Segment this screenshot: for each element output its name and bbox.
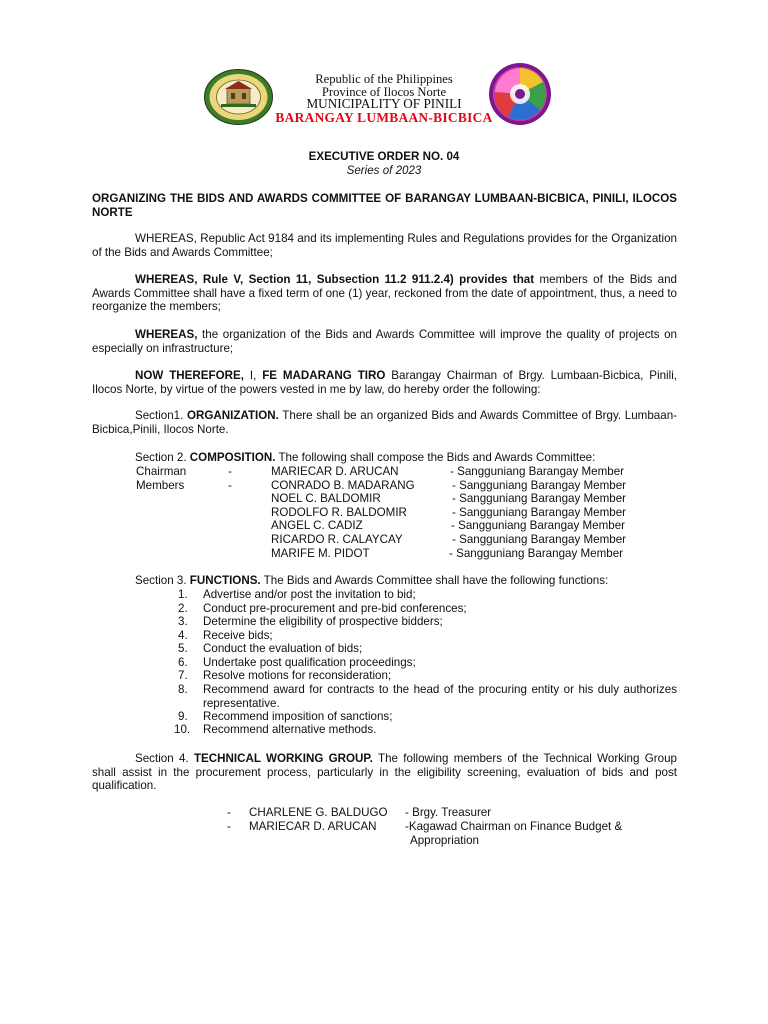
list-item bbox=[178, 642, 677, 656]
list-item-text: Conduct pre-procurement and pre-bid conferences; bbox=[203, 602, 467, 615]
list-item-number: 1. bbox=[178, 588, 188, 601]
whereas-1-text: WHEREAS, Republic Act 9184 and its implementing Rules and Regulations provides for the Organization of the Bids and Awards Committee; bbox=[92, 232, 677, 259]
section-4-text: The following members of the Technical Working Group shall assist in the procurement process, particularly in the eligibility screening, evaluation of bids and post qualification. bbox=[92, 752, 677, 793]
list-item bbox=[178, 629, 677, 643]
whereas-3-bold: WHEREAS, bbox=[135, 328, 198, 341]
order-heading: ORGANIZING THE BIDS AND AWARDS COMMITTEE OF BARANGAY LUMBAAN-BICBICA, PINILI, ILOCOS NORTE bbox=[92, 192, 677, 219]
twg-name: CHARLENE G. BALDUGO bbox=[249, 806, 388, 819]
list-item-number: 8. bbox=[178, 683, 188, 696]
whereas-paragraph-2 bbox=[92, 273, 677, 314]
now-therefore-text: Barangay Chairman of Brgy. Lumbaan-Bicbica, Pinili, Ilocos Norte, by virtue of the powers vested in me by law, do hereby order the following: bbox=[92, 369, 677, 396]
list-item bbox=[178, 669, 677, 683]
now-therefore-paragraph bbox=[92, 369, 677, 396]
composition-role: Chairman bbox=[136, 465, 187, 478]
composition-row bbox=[136, 533, 696, 547]
list-item-text: Recommend alternative methods. bbox=[203, 723, 377, 736]
list-item-number: 6. bbox=[178, 656, 188, 669]
letterhead-barangay: BARANGAY LUMBAAN-BICBICA bbox=[275, 110, 493, 125]
list-item-text: Receive bids; bbox=[203, 629, 273, 642]
list-item bbox=[178, 602, 677, 616]
composition-position: - Sangguniang Barangay Member bbox=[450, 465, 625, 478]
list-item-number: 9. bbox=[178, 710, 188, 723]
composition-position: - Sangguniang Barangay Member bbox=[452, 492, 627, 505]
list-item bbox=[178, 656, 677, 670]
letterhead-republic: Republic of the Philippines bbox=[315, 72, 453, 86]
now-therefore-bold: NOW THEREFORE, bbox=[135, 369, 244, 382]
section-4-prefix: Section 4. bbox=[135, 752, 194, 765]
section-3-heading: FUNCTIONS. bbox=[189, 574, 261, 587]
composition-role: Members bbox=[136, 479, 185, 492]
list-item-number: 2. bbox=[178, 602, 188, 615]
composition-position: - Sangguniang Barangay Member bbox=[452, 533, 627, 546]
composition-name: ANGEL C. CADIZ bbox=[271, 519, 363, 532]
letterhead-municipality: MUNICIPALITY OF PINILI bbox=[306, 96, 462, 111]
composition-row bbox=[136, 465, 696, 479]
list-item-text: Undertake post qualification proceedings; bbox=[203, 656, 416, 669]
composition-position: - Sangguniang Barangay Member bbox=[449, 547, 624, 560]
composition-name: RODOLFO R. BALDOMIR bbox=[271, 506, 407, 519]
section-1-prefix: Section1. bbox=[135, 409, 187, 422]
list-item-number: 3. bbox=[178, 615, 188, 628]
list-item bbox=[178, 710, 677, 724]
chairman-name: FE MADARANG TIRO bbox=[262, 369, 386, 382]
composition-row bbox=[136, 547, 696, 561]
composition-position: - Sangguniang Barangay Member bbox=[452, 479, 627, 492]
composition-row bbox=[136, 492, 696, 506]
composition-row bbox=[136, 479, 696, 493]
section-2-prefix: Section 2. bbox=[135, 451, 190, 464]
section-2-text: The following shall compose the Bids and Awards Committee: bbox=[275, 451, 596, 464]
now-therefore-mid: I, bbox=[243, 369, 263, 382]
whereas-2-bold: WHEREAS, Rule V, Section 11, Subsection 11.2 911.2.4) provides that bbox=[135, 273, 535, 286]
composition-row bbox=[136, 506, 696, 520]
composition-position: - Sangguniang Barangay Member bbox=[452, 506, 627, 519]
list-item bbox=[174, 723, 677, 737]
list-item bbox=[178, 615, 677, 629]
composition-position: - Sangguniang Barangay Member bbox=[451, 519, 626, 532]
letterhead-province: Province of Ilocos Norte bbox=[321, 85, 447, 99]
twg-dash: - bbox=[227, 820, 231, 833]
composition-dash: - bbox=[228, 479, 232, 492]
list-item bbox=[178, 588, 677, 602]
list-item-text: Determine the eligibility of prospective bidders; bbox=[203, 615, 443, 628]
section-3-intro bbox=[92, 574, 677, 588]
composition-name: CONRADO B. MADARANG bbox=[271, 479, 415, 492]
whereas-3-text: the organization of the Bids and Awards Committee will improve the quality of projects on especially on infrastructure; bbox=[92, 328, 677, 355]
list-item-text: Conduct the evaluation of bids; bbox=[203, 642, 363, 655]
twg-position-continued: Appropriation bbox=[410, 834, 479, 847]
section-2-intro bbox=[92, 451, 677, 465]
list-item-number: 10. bbox=[174, 723, 191, 736]
list-item-number: 5. bbox=[178, 642, 188, 655]
twg-name: MARIECAR D. ARUCAN bbox=[249, 820, 377, 833]
list-item-number: 4. bbox=[178, 629, 188, 642]
list-item-text: Advertise and/or post the invitation to bid; bbox=[203, 588, 416, 601]
whereas-paragraph-1 bbox=[92, 232, 677, 259]
list-item-number: 7. bbox=[178, 669, 188, 682]
section-1-heading: ORGANIZATION. bbox=[186, 409, 279, 422]
list-item-text: Recommend imposition of sanctions; bbox=[203, 710, 393, 723]
twg-position: -Kagawad Chairman on Finance Budget & bbox=[405, 820, 623, 833]
section-3-text: The Bids and Awards Committee shall have the following functions: bbox=[260, 574, 609, 587]
order-title: EXECUTIVE ORDER NO. 04 bbox=[308, 150, 460, 163]
twg-dash: - bbox=[227, 806, 231, 819]
composition-name: RICARDO R. CALAYCAY bbox=[271, 533, 403, 546]
whereas-2-text: members of the Bids and Awards Committee shall have a fixed term of one (1) year, reckoned from the date of appointment, thus, a need to reorganize the members; bbox=[92, 273, 677, 314]
section-4-intro bbox=[92, 752, 677, 793]
list-item bbox=[178, 683, 677, 710]
twg-position: - Brgy. Treasurer bbox=[405, 806, 492, 819]
list-item-text: Recommend award for contracts to the head of the procuring entity or his duly authorizes representative. bbox=[203, 683, 677, 710]
composition-dash: - bbox=[228, 465, 232, 478]
section-4-heading: TECHNICAL WORKING GROUP. bbox=[193, 752, 373, 765]
section-2-heading: COMPOSITION. bbox=[189, 451, 276, 464]
whereas-paragraph-3 bbox=[92, 328, 677, 355]
composition-row bbox=[136, 519, 696, 533]
section-3-prefix: Section 3. bbox=[135, 574, 190, 587]
composition-name: MARIECAR D. ARUCAN bbox=[271, 465, 399, 478]
composition-name: MARIFE M. PIDOT bbox=[271, 547, 370, 560]
section-1-text: There shall be an organized Bids and Awards Committee of Brgy. Lumbaan-Bicbica,Pinili, Ilocos Norte. bbox=[92, 409, 677, 436]
list-item-text: Resolve motions for reconsideration; bbox=[203, 669, 392, 682]
order-series: Series of 2023 bbox=[346, 164, 422, 177]
section-1 bbox=[92, 409, 677, 436]
composition-name: NOEL C. BALDOMIR bbox=[271, 492, 381, 505]
